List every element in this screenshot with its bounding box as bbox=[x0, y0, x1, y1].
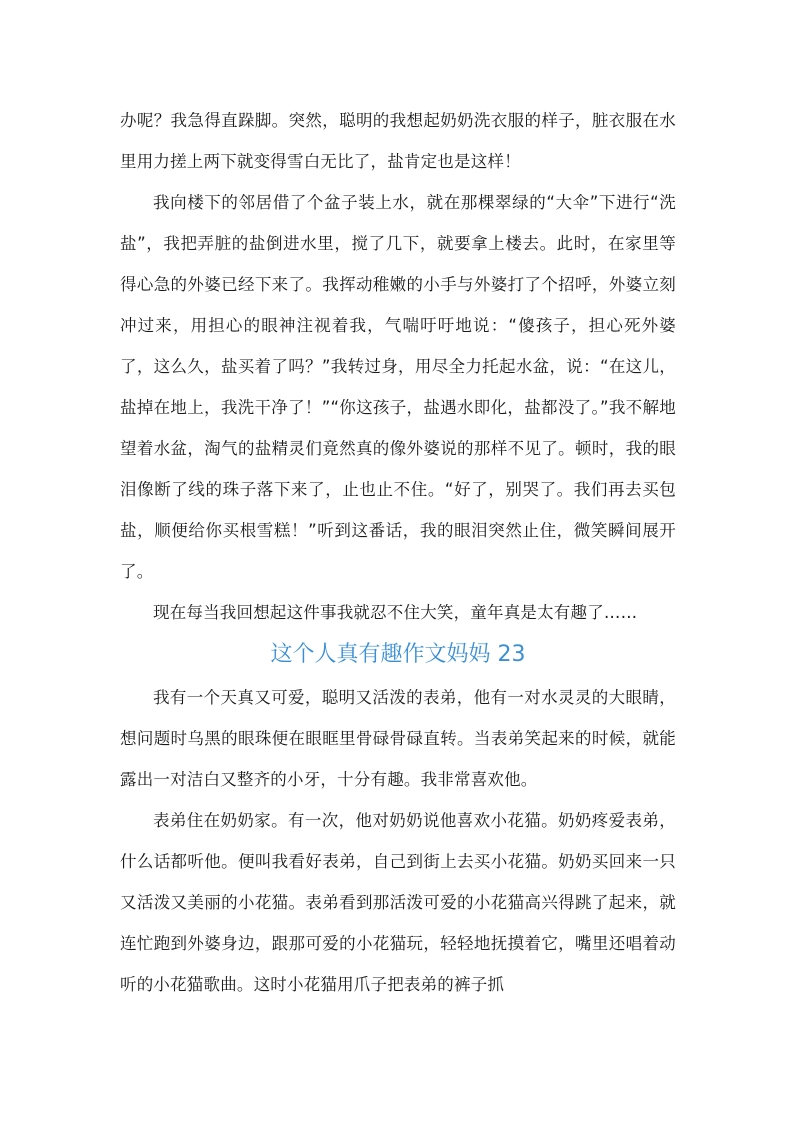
paragraph-cousin-intro: 我有一个天真又可爱，聪明又活泼的表弟，他有一对水灵灵的大眼睛，想问题时乌黑的眼珠便在眼眶里骨碌骨碌直转。当表弟笑起来的时候，就能露出一对洁白又整齐的小牙，十分有趣。我非常喜欢他。 bbox=[120, 688, 676, 789]
paragraph-washing-salt: 我向楼下的邻居借了个盆子装上水，就在那棵翠绿的“大伞”下进行“洗盐”，我把弄脏的盐倒进水里，搅了几下，就要拿上楼去。此时，在家里等得心急的外婆已经下来了。我挥动稚嫩的小手与外婆打了个招呼，外婆立刻冲过来，用担心的眼神注视着我，气喘吁吁地说：“傻孩子，担心死外婆了，这么久，盐买着了吗？”我转过身，用尽全力托起水盆，说：“在这儿，盐掉在地上，我洗干净了！”“你这孩子，盐遇水即化，盐都没了。”我不解地望着水盆，淘气的盐精灵们竟然真的像外婆说的那样不见了。顿时，我的眼泪像断了线的珠子落下来了，止也止不住。“好了，别哭了。我们再去买包盐，顺便给你买根雪糕！”听到这番话，我的眼泪突然止住，微笑瞬间展开了。 bbox=[120, 193, 676, 581]
document-page bbox=[120, 100, 676, 1005]
paragraph-continued: 办呢？我急得直跺脚。突然，聪明的我想起奶奶洗衣服的样子，脏衣服在水里用力搓上两下就变得雪白无比了，盐肯定也是这样！ bbox=[120, 111, 676, 171]
paragraph-kitten-story: 表弟住在奶奶家。有一次，他对奶奶说他喜欢小花猫。奶奶疼爱表弟，什么话都听他。便叫我看好表弟，自己到街上去买小花猫。奶奶买回来一只又活泼又美丽的小花猫。表弟看到那活泼可爱的小花猫高兴得跳了起来，就连忙跑到外婆身边，跟那可爱的小花猫玩，轻轻地抚摸着它，嘴里还唱着动听的小花猫歌曲。这时小花猫用爪子把表弟的裤子抓 bbox=[120, 811, 676, 994]
section-title: 这个人真有趣作文妈妈 23 bbox=[270, 642, 526, 667]
paragraph-conclusion: 现在每当我回想起这件事我就忍不住大笑，童年真是太有趣了…… bbox=[153, 603, 638, 622]
